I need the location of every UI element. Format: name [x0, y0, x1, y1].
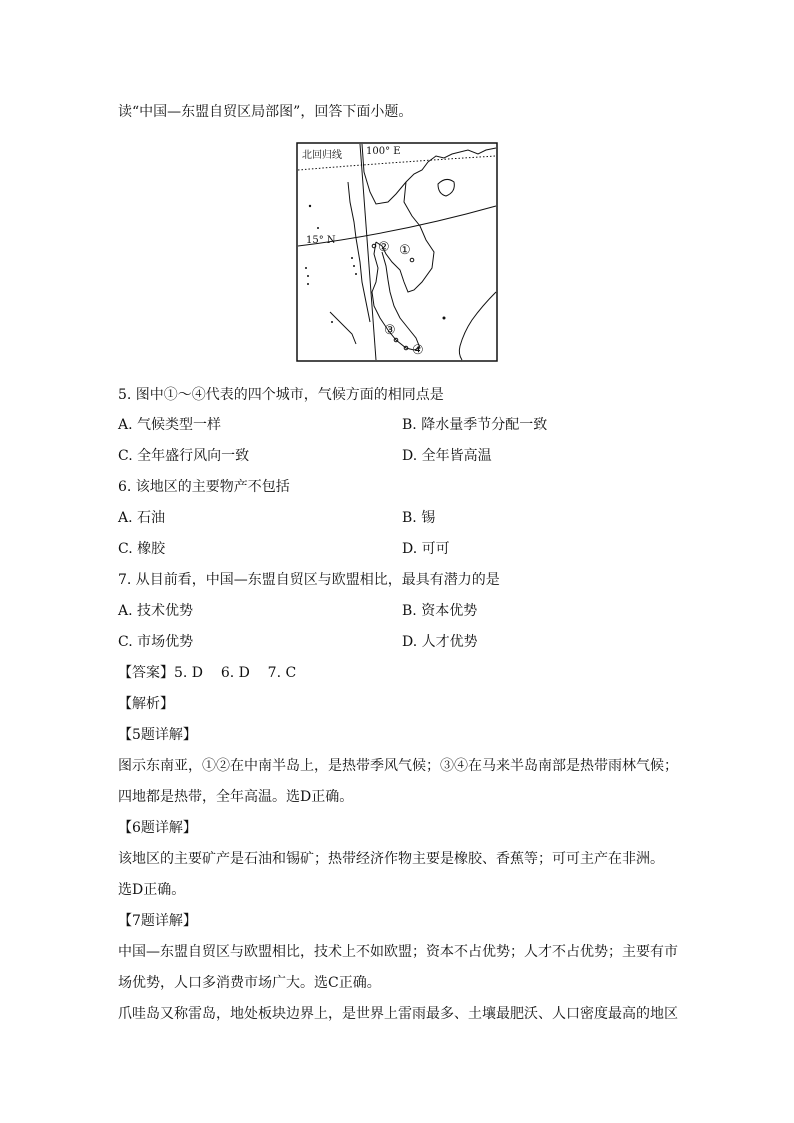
q6-option-b: B. 锡: [402, 510, 436, 526]
question-5-stem: 5. 图中①～④代表的四个城市，气候方面的相同点是: [118, 387, 444, 403]
q6-explanation-heading: 【6题详解】: [118, 820, 197, 836]
q7-explanation-line-2: 场优势，人口多消费市场广大。选C正确。: [118, 975, 381, 991]
city-1-marker: ①: [399, 243, 411, 258]
analysis-heading: 【解析】: [118, 696, 174, 712]
q5-option-d: D. 全年皆高温: [402, 448, 492, 464]
answer-line: 【答案】5. D 6. D 7. C: [118, 665, 297, 681]
city-2-marker: ②: [378, 240, 390, 255]
asean-map: [296, 142, 498, 362]
q7-option-b: B. 资本优势: [402, 603, 478, 619]
q6-explanation-line-2: 选D正确。: [118, 882, 186, 898]
tropic-label: 北回归线: [302, 150, 342, 161]
q7-option-d: D. 人才优势: [402, 634, 478, 650]
q7-explanation-heading: 【7题详解】: [118, 913, 197, 929]
q6-option-d: D. 可可: [402, 541, 450, 557]
question-6-stem: 6. 该地区的主要物产不包括: [118, 479, 290, 495]
q5-option-b: B. 降水量季节分配一致: [402, 417, 548, 433]
q5-option-a: A. 气候类型一样: [118, 417, 222, 433]
trailing-text: 爪哇岛又称雷岛，地处板块边界上，是世界上雷雨最多、土壤最肥沃、人口密度最高的地区: [118, 1006, 678, 1022]
city-4-marker: ④: [412, 343, 424, 358]
city-3-marker: ③: [384, 323, 396, 338]
longitude-label: 100° E: [366, 146, 401, 157]
q5-option-c: C. 全年盛行风向一致: [118, 448, 250, 464]
q6-option-a: A. 石油: [118, 510, 166, 526]
q7-option-a: A. 技术优势: [118, 603, 194, 619]
latitude-label: 15° N: [306, 235, 336, 246]
q5-explanation-line-2: 四地都是热带，全年高温。选D正确。: [118, 789, 354, 805]
q6-explanation-line-1: 该地区的主要矿产是石油和锡矿；热带经济作物主要是橡胶、香蕉等；可可主产在非洲。: [118, 851, 664, 867]
question-7-stem: 7. 从目前看，中国—东盟自贸区与欧盟相比，最具有潜力的是: [118, 572, 500, 588]
q6-option-c: C. 橡胶: [118, 541, 166, 557]
q7-explanation-line-1: 中国—东盟自贸区与欧盟相比，技术上不如欧盟；资本不占优势；人才不占优势；主要有市: [118, 944, 678, 960]
q7-option-c: C. 市场优势: [118, 634, 194, 650]
q5-explanation-line-1: 图示东南亚，①②在中南半岛上，是热带季风气候；③④在马来半岛南部是热带雨林气候；: [118, 758, 678, 774]
intro-text: 读“中国—东盟自贸区局部图”，回答下面小题。: [118, 104, 413, 120]
q5-explanation-heading: 【5题详解】: [118, 727, 197, 743]
